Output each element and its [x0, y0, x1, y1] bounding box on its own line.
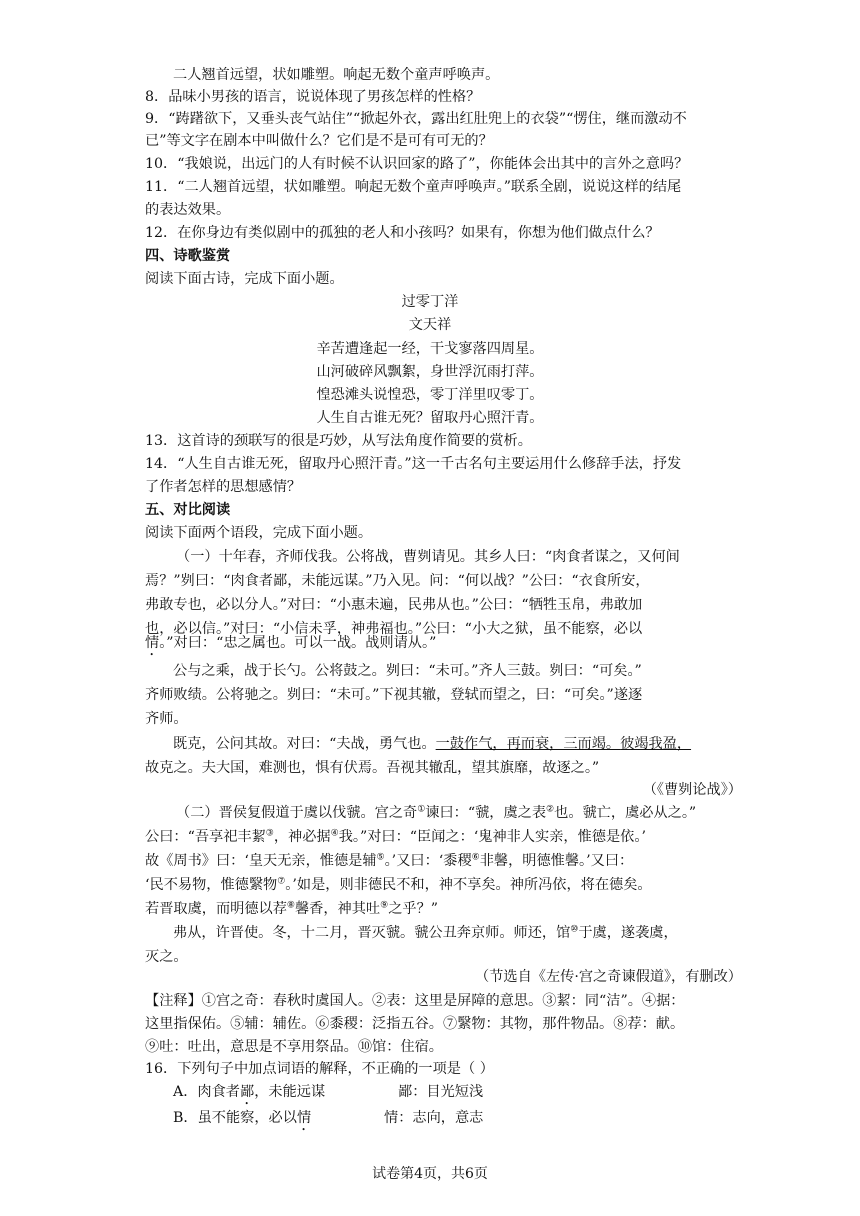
passage-1-line: 公与之乘，战于长勺。公将鼓之。刿曰：“未可。”齐人三鼓。刿曰：“可矣。”	[173, 663, 642, 679]
option-b: B．虽不能察，必以情	[173, 1110, 312, 1126]
question-11: 11．“二人翘首远望，状如雕塑。响起无数个童声呼唤声。”联系全剧，说说这样的结尾	[145, 179, 682, 195]
emphasized-word: 情	[296, 1110, 312, 1126]
question-13: 13．这首诗的颈联写的很是巧妙，从写法角度作简要的赏析。	[145, 433, 532, 449]
passage-1-line: 弗敢专也，必以分人。”对曰：“小惠未遍，民弗从也。”公曰：“牺牲玉帛，弗敢加	[145, 597, 643, 613]
underlined-sentence: 一鼓作气，再而衰，三而竭。	[435, 736, 621, 752]
passage-1-line: 焉？”刿曰：“肉食者鄙，未能远谋。”乃入见。问：“何以战？”公曰：“衣食所安，	[145, 573, 650, 589]
passage-2-line: 弗从，许晋使。冬，十二月，晋灭虢。虢公丑奔京师。师还，馆⑩于虞，遂袭虞，	[173, 924, 678, 941]
annotation-note: 【注释】①宫之奇：春秋时虞国人。②表：这里是屏障的意思。③絜：同“洁”。④据：	[145, 993, 685, 1009]
question-12: 12．在你身边有类似剧中的孤独的老人和小孩吗？如果有，你想为他们做点什么？	[145, 225, 660, 241]
page-footer: 试卷第4页，共6页	[372, 1166, 488, 1182]
section-heading-5: 五、对比阅读	[145, 502, 231, 518]
poem-line-1: 辛苦遭逢起一经，干戈寥落四周星。	[316, 341, 544, 357]
passage-2-line: 公曰：“吾享祀丰絜③，神必据④我。”对曰：“臣闻之：‘鬼神非人实亲，惟德是依。’	[145, 828, 646, 845]
passage-1-line: 也，必以信。”对曰：“小信未孚，神弗福也。”公曰：“小大之狱，虽不能察，必以	[145, 621, 643, 637]
passage-1-line: 既克，公问其故。对曰：“夫战，勇气也。一鼓作气，再而衰，三而竭。彼竭我盈，	[173, 736, 692, 752]
passage-2-line: 灭之。	[145, 949, 188, 965]
poem-line-2: 山河破碎风飘絮，身世浮沉雨打萍。	[316, 364, 544, 380]
section-heading-4: 四、诗歌鉴赏	[145, 248, 231, 264]
poem-author: 文天祥	[408, 317, 452, 333]
question-14-cont: 了作者怎样的思想感情？	[145, 479, 302, 495]
passage-1-line: 齐师。	[145, 711, 188, 727]
poem-title: 过零丁洋	[401, 294, 459, 310]
question-9: 9．“踌躇欲下，又垂头丧气站住”“掀起外衣，露出红肚兜上的衣袋”“愣住，继而激动不	[145, 111, 687, 127]
source-citation: （节选自《左传·宫之奇谏假道》，有删改）	[475, 969, 742, 985]
question-11-cont: 的表达效果。	[145, 202, 231, 218]
passage-1-line: 齐师败绩。公将驰之。刿曰：“未可。”下视其辙，登轼而望之，曰：“可矣。”遂逐	[145, 687, 643, 703]
instruction: 阅读下面两个语段，完成下面小题。	[145, 525, 373, 541]
underlined-sentence: 彼竭我盈，	[620, 736, 692, 752]
emphasized-word: 鄙	[240, 1084, 255, 1100]
passage-1-line: （一）十年春，齐师伐我。公将战，曹刿请见。其乡人曰：“肉食者谋之，又何间	[176, 549, 680, 565]
passage-1-line: 情。”对曰：“忠之属也。可以一战。战则请从。”	[145, 635, 437, 651]
passage-2-line: ‘民不易物，惟德繄物⑦。’如是，则非德民不和，神不享矣。神所冯依，将在德矣。	[145, 876, 652, 893]
instruction: 阅读下面古诗，完成下面小题。	[145, 271, 344, 287]
question-10: 10．“我娘说，出远门的人有时候不认识回家的路了”，你能体会出其中的言外之意吗？	[145, 156, 689, 172]
source-citation: （《曹刿论战》）	[642, 782, 742, 798]
option-b-explanation: 情：志向，意志	[384, 1110, 484, 1126]
question-9-cont: 已”等文字在剧本中叫做什么？它们是不是可有可无的？	[145, 133, 493, 149]
poem-line-4: 人生自古谁无死？留取丹心照汗青。	[316, 410, 544, 426]
annotation-note: ⑨吐：吐出，意思是不享用祭品。⑩馆：住宿。	[145, 1039, 443, 1055]
option-a-explanation: 鄙：目光短浅	[398, 1084, 484, 1100]
emphasized-word: 情	[145, 635, 160, 651]
passage-2-line: （二）晋侯复假道于虞以伐虢。宫之奇①谏曰：“虢，虞之表②也。虢亡，虞必从之。”	[176, 804, 697, 821]
question-14: 14．“人生自古谁无死，留取丹心照汗青。”这一千古名句主要运用什么修辞手法，抒发	[145, 456, 682, 472]
passage-2-line: 若晋取虞，而明德以荐⑧馨香，神其吐⑨之乎？”	[145, 900, 439, 917]
annotation-note: 这里指保佑。⑤辅：辅佐。⑥黍稷：泛指五谷。⑦繄物：其物，那件物品。⑧荐：献。	[145, 1016, 685, 1032]
passage-2-line: 故《周书》曰：‘皇天无亲，惟德是辅⑤。’又曰：‘黍稷⑥非馨，明德惟馨。’又曰：	[145, 852, 634, 869]
question-8: 8．品味小男孩的语言，说说体现了男孩怎样的性格？	[145, 89, 481, 105]
option-a: A．肉食者鄙，未能远谋	[173, 1084, 326, 1100]
poem-line-3: 惶恐滩头说惶恐，零丁洋里叹零丁。	[316, 387, 544, 403]
question-16: 16．下列句子中加点词语的解释，不正确的一项是（ ）	[145, 1061, 494, 1077]
text-line: 二人翘首远望，状如雕塑。响起无数个童声呼唤声。	[173, 67, 500, 83]
passage-1-line: 故克之。夫大国，难测也，惧有伏焉。吾视其辙乱，望其旗靡，故逐之。”	[145, 760, 600, 776]
